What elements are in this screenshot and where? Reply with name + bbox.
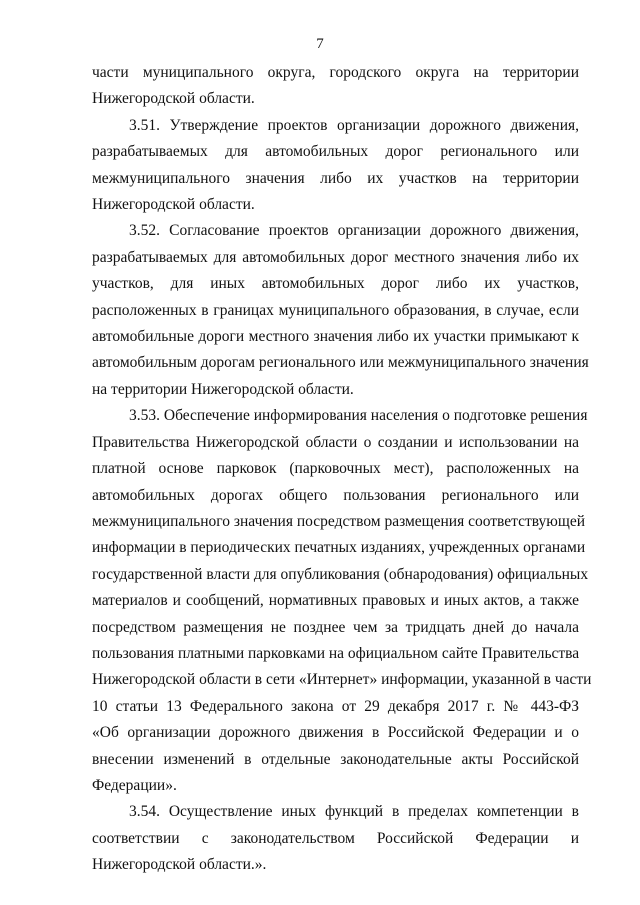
text-line: 3.54. Осуществление иных функций в пределах компетенции в [129, 803, 579, 821]
text-line: разрабатываемых для автомобильных дорог регионального или [92, 143, 579, 161]
text-line: 3.53. Обеспечение информирования населения о подготовке решения [129, 407, 588, 425]
text-line: Правительства Нижегородской области о создании и использовании на [92, 433, 579, 451]
document-body [92, 60, 592, 879]
text-line: платной основе парковок (парковочных мест), расположенных на [92, 460, 579, 478]
text-line: Нижегородской области. [92, 196, 255, 214]
text-line: Нижегородской области в сети «Интернет» информации, указанной в части [92, 671, 592, 689]
text-line: 3.52. Согласование проектов организации дорожного движения, [129, 222, 579, 240]
text-line: 10 статьи 13 Федерального закона от 29 декабря 2017 г. № 443-ФЗ [92, 697, 579, 715]
text-line: внесении изменений в отдельные законодательные акты Российской [92, 750, 579, 768]
text-line: на территории Нижегородской области. [92, 380, 354, 398]
text-line: соответствии с законодательством Российской Федерации и [92, 829, 579, 847]
paragraph-3-52 [92, 218, 589, 403]
text-line: материалов и сообщений, нормативных правовых и иных актов, а также [92, 592, 579, 610]
page-number: 7 [316, 36, 324, 52]
text-line: Федерации». [92, 776, 177, 794]
text-line: 3.51. Утверждение проектов организации дорожного движения, [129, 116, 579, 134]
text-line: межмуниципального значения либо их участков на территории [92, 169, 579, 187]
paragraph-3-54 [92, 799, 579, 878]
text-line: разрабатываемых для автомобильных дорог местного значения либо их [92, 248, 579, 266]
text-line: автомобильные дороги местного значения либо их участки примыкают к [92, 328, 579, 346]
text-line: пользования платными парковками на официальном сайте Правительства [92, 644, 580, 662]
text-line: автомобильных дорогах общего пользования регионального или [92, 486, 579, 504]
text-line: государственной власти для опубликования (обнародования) официальных [92, 565, 589, 583]
text-line: участков, для иных автомобильных дорог либо их участков, [92, 275, 579, 293]
paragraph-3-53 [92, 403, 592, 799]
paragraph-3-51 [92, 113, 579, 219]
text-line: расположенных в границах муниципального образования, в случае, если [92, 301, 579, 319]
text-line: Нижегородской области.». [92, 856, 267, 874]
text-line: части муниципального округа, городского округа на территории [92, 64, 579, 81]
text-line: автомобильным дорогам регионального или межмуниципального значения [92, 354, 589, 372]
text-line: информации в периодических печатных изданиях, учрежденных органами [92, 539, 586, 557]
text-line: Нижегородской области. [92, 90, 255, 108]
text-line: посредством размещения не позднее чем за тридцать дней до начала [92, 618, 579, 636]
text-line: «Об организации дорожного движения в Российской Федерации и о [92, 724, 579, 742]
paragraph-continuation [92, 60, 579, 113]
text-line: межмуниципального значения посредством размещения соответствующей [92, 512, 585, 530]
